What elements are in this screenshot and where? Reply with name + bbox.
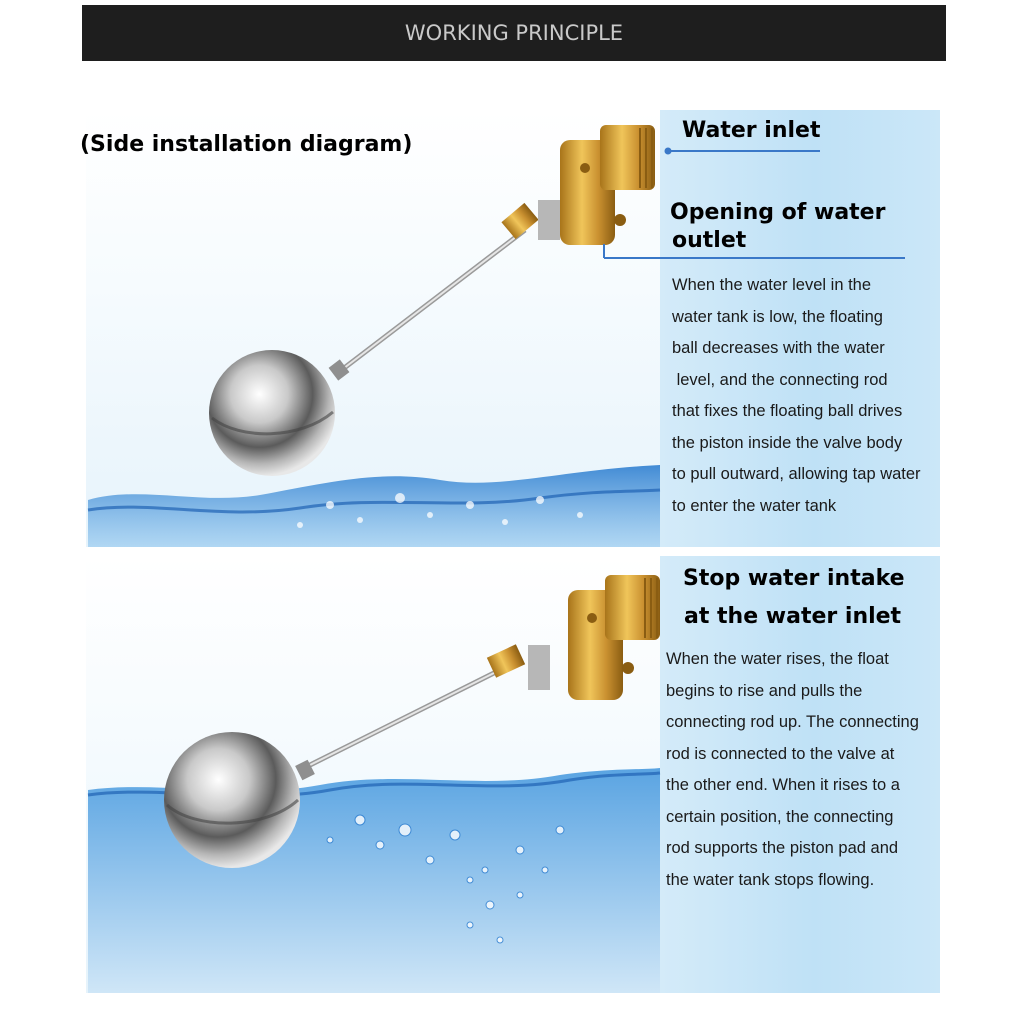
top-float-ball-icon <box>209 230 525 476</box>
top-description-line: ball decreases with the water <box>672 339 885 357</box>
top-description-line: the piston inside the valve body <box>672 433 903 452</box>
stop-intake-heading-line1: Stop water intake <box>683 566 905 591</box>
bottom-description-line: the other end. When it rises to a <box>666 776 900 794</box>
top-brass-valve-icon <box>501 125 655 245</box>
outlet-label-line1: Opening of water <box>670 200 886 225</box>
bottom-description-line: When the water rises, the float <box>666 650 889 668</box>
top-description-line: that fixes the floating ball drives <box>672 402 903 420</box>
bottom-description-line: rod supports the piston pad and <box>666 839 899 857</box>
water-inlet-label: Water inlet <box>682 118 821 143</box>
bottom-description <box>666 644 944 896</box>
outlet-label-line2: outlet <box>672 228 747 253</box>
bottom-description-line: certain position, the connecting <box>666 807 894 826</box>
top-description-line: level, and the connecting rod <box>672 370 888 389</box>
top-description <box>672 270 947 522</box>
top-description-line: When the water level in the <box>672 276 872 294</box>
top-description-line: to pull outward, allowing tap water <box>672 465 921 483</box>
inlet-pointer-line <box>665 148 821 155</box>
bottom-brass-valve-icon <box>487 575 660 700</box>
top-description-line: to enter the water tank <box>672 496 837 515</box>
stop-intake-heading-line2: at the water inlet <box>684 604 902 629</box>
top-description-line: water tank is low, the floating <box>672 307 883 326</box>
outlet-pointer-line <box>604 244 905 258</box>
header-title: WORKING PRINCIPLE <box>404 21 624 45</box>
bottom-description-line: connecting rod up. The connecting <box>666 713 919 731</box>
side-installation-label: (Side installation diagram) <box>80 132 413 157</box>
bottom-description-line: begins to rise and pulls the <box>666 681 863 700</box>
top-water-surface <box>88 465 660 547</box>
bottom-description-line: rod is connected to the valve at <box>666 744 895 763</box>
bottom-description-line: the water tank stops flowing. <box>666 870 875 889</box>
